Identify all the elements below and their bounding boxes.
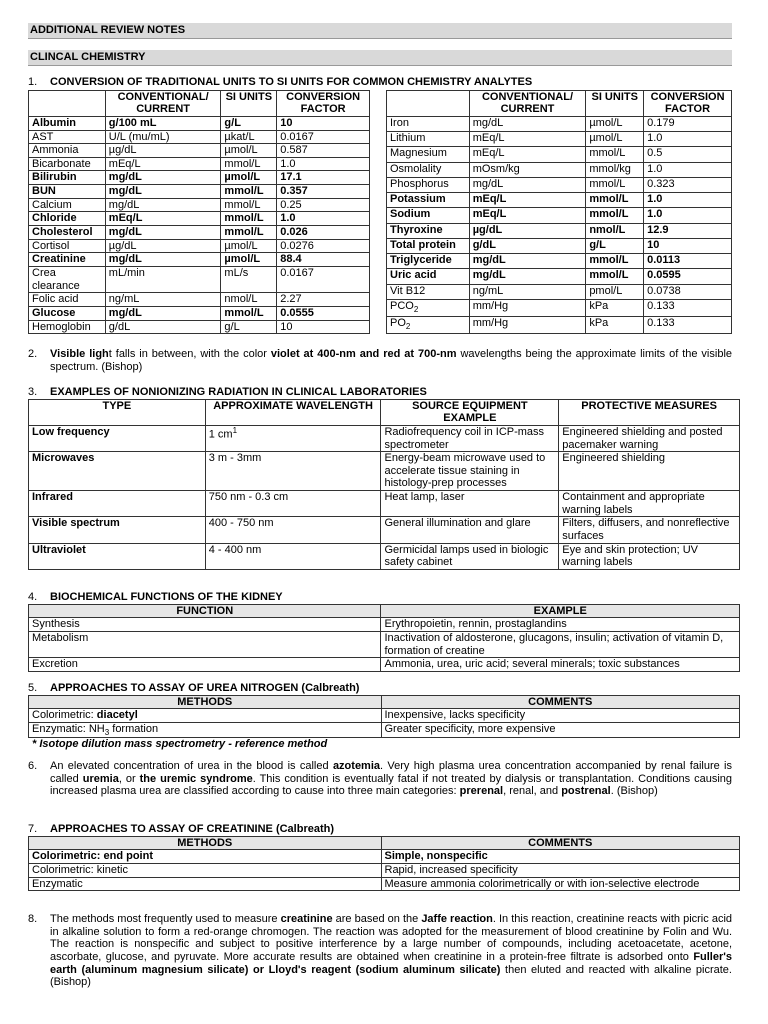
urea-assay-table: METHODS COMMENTS Colorimetric: diacetyl Inexpensive, lacks specificity Enzymatic: $NH_3$ formation Greater specificity, more expensive [28,695,740,739]
analyte-name: Sodium [387,208,470,223]
analyte-conv: mEq/L [469,208,586,223]
analyte-si: mmol/L [221,185,277,199]
section-4-heading: 4. BIOCHEMICAL FUNCTIONS OF THE KIDNEY [28,591,283,603]
analyte-factor: 0.25 [277,198,370,212]
analyte-name: Lithium [387,132,470,147]
analyte-factor: 0.0595 [644,269,732,284]
analyte-factor: 1.0 [277,212,370,226]
table-row [29,266,370,292]
table-row [29,239,370,253]
analyte-si: mmol/L [586,177,644,192]
analyte-conv: U/L (mu/mL) [105,130,221,144]
analyte-si: mmol/L [221,306,277,320]
table-row [387,316,732,333]
table-row [29,157,370,171]
analyte-conv: g/100 mL [105,116,221,130]
analyte-si: mmol/L [586,254,644,269]
table-row [387,254,732,269]
analyte-factor: 10 [277,320,370,334]
kidney-function: Synthesis [29,618,381,632]
analyte-si: µmol/L [221,171,277,185]
table-row [29,631,740,657]
section-1-heading: 1. CONVERSION OF TRADITIONAL UNITS TO SI UNITS FOR COMMON CHEMISTRY ANALYTES [28,76,533,88]
wavelength: 750 nm - 0.3 cm [205,491,381,517]
analyte-si: mL/s [221,266,277,292]
table-row [387,284,732,299]
analyte-factor: 2.27 [277,293,370,307]
section-4 [28,591,732,672]
analyte-si: mmol/L [586,269,644,284]
kidney-function: Metabolism [29,631,381,657]
table-row [387,177,732,192]
notes-title-banner: ADDITIONAL REVIEW NOTES [28,23,732,39]
wavelength: 3 m - 3mm [205,452,381,491]
analyte-conv: mm/Hg [469,299,586,316]
analyte-conv: ng/mL [469,284,586,299]
analyte-conv: mEq/L [469,193,586,208]
radiation-type: Visible spectrum [29,517,206,543]
analyte-factor: 10 [644,238,732,253]
table-row [29,452,740,491]
analyte-factor: 0.0555 [277,306,370,320]
analyte-factor: 17.1 [277,171,370,185]
table-row [29,491,740,517]
table-row: Enzymatic: $NH_3$ formation Greater specificity, more expensive [29,722,740,737]
analyte-si: mmol/L [221,157,277,171]
table-row [387,299,732,316]
analyte-factor: 0.323 [644,177,732,192]
table-row [29,293,370,307]
wavelength: 4 - 400 nm [205,543,381,569]
analyte-factor: 0.179 [644,116,732,131]
assay-comment: Simple, nonspecific [381,850,740,864]
analyte-factor: 1.0 [644,208,732,223]
analyte-conv: mg/dL [469,269,586,284]
protective-measures: Engineered shielding and posted pacemaker warning [559,425,740,451]
kidney-functions-table: FUNCTION EXAMPLE Synthesis Erythropoietin, rennin, prostaglandins Metabolism Inactivation of aldosterone, glucagons, insulin; activation of vitamin D, formation of creatine Excretion Ammonia, urea, uric acid; several minerals; toxic substances [28,604,740,672]
analyte-si: mmol/L [586,147,644,162]
analyte-name: Crea clearance [29,266,106,292]
analyte-si: mmol/kg [586,162,644,177]
analyte-conv: mg/dL [105,185,221,199]
analyte-factor: 0.0276 [277,239,370,253]
analyte-name: Calcium [29,198,106,212]
conversion-table-left: CONVENTIONAL/ CURRENT SI UNITS CONVERSION FACTOR Albumin g/100 mL g/L 10 AST U/L (mu/mL) µkat/L 0.0167 Ammonia µg/dL µmol/L 0.587 Bicarbonate mEq/L mmol/L 1.0 Bilirubin mg/dL µmol/L 17.1 BUN mg/dL mmol/L 0.357 Calcium mg/dL mmol/L 0.25 Chloride mEq/L mmol/L 1.0 Cholesterol mg/dL mmol/L 0.026 Cortisol µg/dL µmol/L 0.0276 Creatinine mg/dL µmol/L 88.4 Crea clearance mL/min mL/s 0.0167 Folic acid ng/mL nmol/L 2.27 Glucose mg/dL mmol/L 0.0555 Hemoglobin g/dL g/L 10 [28,90,370,335]
analyte-name: Chloride [29,212,106,226]
analyte-conv: g/dL [105,320,221,334]
section-5-heading: 5. APPROACHES TO ASSAY OF UREA NITROGEN (Calbreath) [28,682,360,694]
analyte-conv: mg/dL [469,254,586,269]
table-row [29,306,370,320]
analyte-conv: mg/dL [469,177,586,192]
analyte-si: µmol/L [221,239,277,253]
table-row [29,185,370,199]
analyte-factor: 0.0113 [644,254,732,269]
analyte-name: Osmolality [387,162,470,177]
analyte-conv: µg/dL [469,223,586,238]
analyte-name: $PO_2$ [387,316,470,333]
table-row [29,517,740,543]
analyte-factor: 10 [277,116,370,130]
analyte-name: Triglyceride [387,254,470,269]
analyte-si: kPa [586,316,644,333]
kidney-function-example: Ammonia, urea, uric acid; several minerals; toxic substances [381,658,740,672]
wavelength: 1 $cm^1$ [205,425,381,451]
analyte-conv: mEq/L [105,157,221,171]
reference-method-note: * Isotope dilution mass spectrometry - reference method [32,738,328,751]
section-7-heading: 7. APPROACHES TO ASSAY OF CREATININE (Calbreath) [28,823,335,835]
table-row [29,144,370,158]
analyte-si: mmol/L [221,212,277,226]
analyte-factor: 0.133 [644,316,732,333]
analyte-name: $PCO_2$ [387,299,470,316]
section-7 [28,823,732,891]
analyte-name: Total protein [387,238,470,253]
analyte-conv: mL/min [105,266,221,292]
analyte-name: AST [29,130,106,144]
section-1 [28,76,732,334]
radiation-type: Microwaves [29,452,206,491]
source-equipment: Heat lamp, laser [381,491,559,517]
conversion-table-right: CONVENTIONAL/ CURRENT SI UNITS CONVERSION FACTOR Iron mg/dL µmol/L 0.179 Lithium mEq/L µmol/L 1.0 Magnesium mEq/L mmol/L 0.5 Osmolality mOsm/kg mmol/kg 1.0 Phosphorus mg/dL mmol/L 0.323 Potassium mEq/L mmol/L 1.0 Sodium mEq/L mmol/L 1.0 Thyroxine µg/dL nmol/L 12.9 Total protein g/dL g/L 10 Triglyceride mg/dL mmol/L 0.0113 Uric acid mg/dL mmol/L 0.0595 Vit B12 ng/mL pmol/L 0.0738 $PCO_2$ mm/Hg kPa 0.133 $PO_2$ mm/Hg kPa 0.133 [386,90,732,335]
section-3 [28,386,732,570]
table-row [29,198,370,212]
section-3-heading: 3. EXAMPLES OF NONIONIZING RADIATION IN CLINICAL LABORATORIES [28,386,427,398]
table-row [387,223,732,238]
section-6-paragraph: 6. An elevated concentration of urea in the blood is called azotemia. Very high plasma urea concentration accompanied by renal failure is called uremia, or the uremic syndrome. This condition is eventually fatal if not treated by dialysis or transplantation. Conditions causing increased plasma urea are classified according to cause into three main categories: prerenal, renal, and postrenal. (Bishop) [28,760,733,798]
analyte-conv: mEq/L [469,132,586,147]
analyte-name: Potassium [387,193,470,208]
table-row [387,193,732,208]
analyte-factor: 0.357 [277,185,370,199]
table-row [387,162,732,177]
analyte-conv: mEq/L [469,147,586,162]
source-equipment: General illumination and glare [381,517,559,543]
radiation-type: Infrared [29,491,206,517]
assay-comment: Measure ammonia colorimetrically or with ion-selective electrode [381,877,740,891]
table-row: Colorimetric: diacetyl Inexpensive, lacks specificity [29,709,740,723]
table-row [29,253,370,267]
analyte-name: Creatinine [29,253,106,267]
analyte-si: g/L [221,320,277,334]
analyte-factor: 0.133 [644,299,732,316]
protective-measures: Containment and appropriate warning labels [559,491,740,517]
analyte-name: Ammonia [29,144,106,158]
table-row [387,269,732,284]
section-5 [28,682,732,751]
analyte-name: Albumin [29,116,106,130]
analyte-name: Bilirubin [29,171,106,185]
analyte-conv: mg/dL [105,226,221,240]
analyte-si: mmol/L [586,208,644,223]
analyte-si: kPa [586,299,644,316]
analyte-name: Cortisol [29,239,106,253]
analyte-conv: mg/dL [105,306,221,320]
analyte-factor: 0.026 [277,226,370,240]
analyte-si: nmol/L [221,293,277,307]
table-row [387,147,732,162]
table-row [387,208,732,223]
analyte-name: Folic acid [29,293,106,307]
protective-measures: Engineered shielding [559,452,740,491]
kidney-function: Excretion [29,658,381,672]
analyte-si: µmol/L [221,144,277,158]
analyte-conv: mEq/L [105,212,221,226]
table-row [29,863,740,877]
table-row [29,116,370,130]
assay-method: Enzymatic [29,877,382,891]
table-row [29,618,740,632]
radiation-type: Ultraviolet [29,543,206,569]
protective-measures: Filters, diffusers, and nonreflective surfaces [559,517,740,543]
analyte-si: pmol/L [586,284,644,299]
analyte-factor: 0.0167 [277,266,370,292]
analyte-name: Phosphorus [387,177,470,192]
analyte-si: µmol/L [221,253,277,267]
analyte-conv: ng/mL [105,293,221,307]
table-row [29,425,740,451]
assay-comment: Rapid, increased specificity [381,863,740,877]
analyte-si: g/L [221,116,277,130]
analyte-conv: mm/Hg [469,316,586,333]
analyte-si: µkat/L [221,130,277,144]
section-title-banner: CLINCAL CHEMISTRY [28,50,732,66]
analyte-conv: µg/dL [105,239,221,253]
analyte-factor: 1.0 [644,193,732,208]
assay-method: Colorimetric: end point [29,850,382,864]
table-row [29,212,370,226]
table-row [29,658,740,672]
analyte-si: µmol/L [586,132,644,147]
table-row [387,116,732,131]
analyte-conv: µg/dL [105,144,221,158]
source-equipment: Energy-beam microwave used to accelerate tissue staining in histology-prep processes [381,452,559,491]
analyte-conv: mOsm/kg [469,162,586,177]
table-row [29,877,740,891]
source-equipment: Radiofrequency coil in ICP-mass spectrometer [381,425,559,451]
analyte-name: Iron [387,116,470,131]
assay-method: Colorimetric: kinetic [29,863,382,877]
protective-measures: Eye and skin protection; UV warning labels [559,543,740,569]
wavelength: 400 - 750 nm [205,517,381,543]
analyte-si: g/L [586,238,644,253]
table-row [387,132,732,147]
analyte-conv: mg/dL [469,116,586,131]
analyte-conv: g/dL [469,238,586,253]
radiation-type: Low frequency [29,425,206,451]
table-row [29,850,740,864]
table-row [29,543,740,569]
analyte-si: mmol/L [221,198,277,212]
analyte-name: Magnesium [387,147,470,162]
analyte-factor: 12.9 [644,223,732,238]
section-8-paragraph: 8. The methods most frequently used to measure creatinine are based on the Jaffe reaction. In this reaction, creatinine reacts with picric acid in alkaline solution to form a red-orange chromogen. The reaction was adopted for the measurement of blood creatinine by Folin and Wu. The reaction is nonspecific and subject to positive interference by a large number of compounds, including acetoacetate, acetone, ascorbate, glucose, and pyruvate. More accurate results are obtained when creatinine in a protein-free filtrate is adsorbed onto Fuller's earth (aluminum magnesium silicate) or Lloyd's reagent (sodium aluminum silicate) then eluted and reacted with alkaline picrate.(Bishop) [28,913,733,989]
analyte-name: Uric acid [387,269,470,284]
analyte-factor: 0.587 [277,144,370,158]
table-row [29,320,370,334]
analyte-name: Hemoglobin [29,320,106,334]
analyte-name: Glucose [29,306,106,320]
analyte-conv: mg/dL [105,171,221,185]
analyte-name: BUN [29,185,106,199]
analyte-conv: mg/dL [105,253,221,267]
analyte-si: mmol/L [221,226,277,240]
analyte-si: nmol/L [586,223,644,238]
analyte-factor: 0.5 [644,147,732,162]
analyte-factor: 0.0738 [644,284,732,299]
radiation-table: TYPE APPROXIMATE WAVELENGTH SOURCE EQUIPMENT EXAMPLE PROTECTIVE MEASURES Low frequency 1 $cm^1$ Radiofrequency coil in ICP-mass spectrometer Engineered shielding and posted pacemaker warning Microwaves 3 m - 3mm Energy-beam microwave used to accelerate tissue staining in histology-prep processes Engineered shielding Infrared 750 nm - 0.3 cm Heat lamp, laser Containment and appropriate warning labels Visible spectrum 400 - 750 nm General illumination and glare Filters, diffusers, and nonreflective surfaces Ultraviolet 4 - 400 nm Germicidal lamps used in biologic safety cabinet Eye and skin protection; UV warning labels [28,399,740,570]
analyte-name: Vit B12 [387,284,470,299]
table-row [29,171,370,185]
creatinine-assay-table: METHODS COMMENTS Colorimetric: end point Simple, nonspecific Colorimetric: kinetic Rapid, increased specificity Enzymatic Measure ammonia colorimetrically or with ion-selective electrode [28,836,740,892]
analyte-factor: 88.4 [277,253,370,267]
analyte-name: Bicarbonate [29,157,106,171]
kidney-function-example: Erythropoietin, rennin, prostaglandins [381,618,740,632]
table-row [387,238,732,253]
analyte-factor: 1.0 [644,132,732,147]
section-2-paragraph: 2. Visible light falls in between, with the color violet at 400-nm and red at 700-nm wavelengths being the approximate limits of the visible spectrum. (Bishop) [28,348,733,373]
table-row [29,226,370,240]
analyte-factor: 0.0167 [277,130,370,144]
source-equipment: Germicidal lamps used in biologic safety cabinet [381,543,559,569]
analyte-name: Cholesterol [29,226,106,240]
analyte-name: Thyroxine [387,223,470,238]
kidney-function-example: Inactivation of aldosterone, glucagons, insulin; activation of vitamin D, formation of creatine [381,631,740,657]
analyte-factor: 1.0 [644,162,732,177]
table-row [29,130,370,144]
analyte-si: µmol/L [586,116,644,131]
analyte-si: mmol/L [586,193,644,208]
analyte-factor: 1.0 [277,157,370,171]
analyte-conv: mg/dL [105,198,221,212]
